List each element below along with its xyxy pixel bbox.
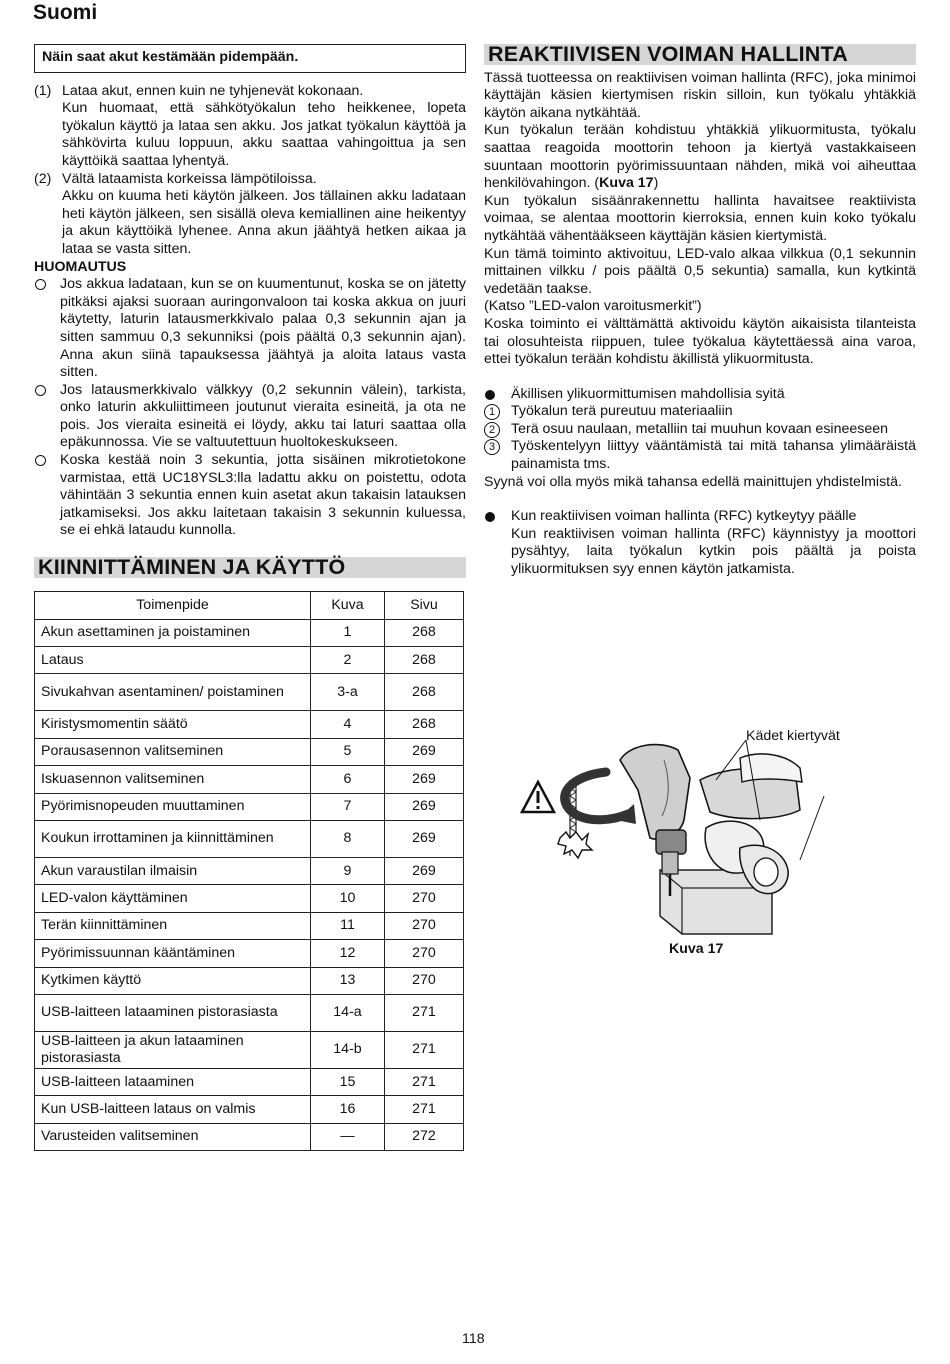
col-header-page: Sivu [385, 591, 464, 619]
operation-cell: Iskuasennon valitseminen [35, 766, 311, 793]
table-row [35, 940, 464, 967]
cause-item [484, 438, 916, 473]
operation-cell: USB-laitteen ja akun lataaminen pistorasiasta [35, 1031, 311, 1068]
right-column [484, 44, 916, 579]
figure-cell: 6 [311, 766, 385, 793]
figure-reference: Kuva 17 [599, 175, 654, 192]
circle-bullet-icon [34, 276, 60, 382]
figure-cell: 15 [311, 1068, 385, 1095]
col-header-figure: Kuva [311, 591, 385, 619]
circled-number-icon: 1 [484, 403, 511, 421]
note-item [34, 382, 466, 452]
cause-item [484, 403, 916, 421]
cause-item [484, 421, 916, 439]
tip-text: Kun huomaat, että sähkötyökalun teho heikkenee, lopeta työkalun käyttö ja lataa sen akku. Jos jatkat työkalun käyttöä ja sähkövirta kuluu loppuun, akku saattaa vahingoittua ja sen käyttöikä saattaa lyhentyä. [62, 100, 466, 169]
figure-cell: 7 [311, 793, 385, 820]
kickback-illustration [510, 720, 840, 940]
operation-cell: Akun asettaminen ja poistaminen [35, 619, 311, 646]
operation-cell: Lataus [35, 647, 311, 674]
note-item [34, 276, 466, 382]
figure-cell: 2 [311, 647, 385, 674]
rfc-paragraph [484, 122, 916, 192]
table-row [35, 674, 464, 711]
battery-life-box-title: Näin saat akut kestämään pidempään. [34, 44, 466, 73]
rfc-paragraph: (Katso ”LED-valon varoitusmerkit”) [484, 298, 702, 315]
figure-cell: — [311, 1123, 385, 1150]
figure-cell: 5 [311, 738, 385, 765]
page-cell: 270 [385, 885, 464, 912]
cause-text: Työskentelyyn liittyy vääntämistä tai mitä tahansa ylimääräistä painamista tms. [511, 438, 916, 473]
page-cell: 271 [385, 1031, 464, 1068]
table-row [35, 1031, 464, 1068]
tip-title: Vältä lataamista korkeissa lämpötiloissa. [62, 170, 317, 187]
operation-cell: Kiristysmomentin säätö [35, 711, 311, 738]
table-row [35, 885, 464, 912]
page-cell: 269 [385, 738, 464, 765]
page-cell: 269 [385, 766, 464, 793]
causes-bullet [484, 386, 916, 404]
left-column [34, 44, 466, 1151]
table-body [35, 619, 464, 1150]
note-text: Jos akkua ladataan, kun se on kuumentunut, koska se on jätetty pitkäksi ajaksi suoraan auringonvaloon tai koska akkua on juuri käytetty, laturin latausmerkkivalo palaa 0,3 sekunnin ajan ja sitten sammuu 0,3 sekunniksi (pois päältä 0,3 sekunnin ajan). Anna akun siinä tapauksessa jäähtyä ja aloita lataus vasta sitten. [60, 276, 466, 381]
col-header-operation: Toimenpide [35, 591, 311, 619]
assembly-section-title: KIINNITTÄMINEN JA KÄYTTÖ [34, 557, 466, 578]
tip-number: (2) [34, 170, 52, 187]
figure-cell: 12 [311, 940, 385, 967]
rfc-paragraph: Kun tämä toiminto aktivoituu, LED-valo alkaa vilkkua (0,1 sekunnin mittainen vilkku / pois päältä 0,5 sekuntia) samalla, kun kytkintä vedetään taakse. [484, 245, 916, 297]
page-cell: 271 [385, 1068, 464, 1095]
operation-cell: Koukun irrottaminen ja kiinnittäminen [35, 820, 311, 857]
cause-text: Terä osuu naulaan, metalliin tai muuhun kovaan esineeseen [511, 420, 889, 437]
table-row [35, 857, 464, 884]
warning-triangle-icon [522, 782, 554, 812]
battery-tip-1 [34, 83, 466, 171]
operation-cell: Pyörimissuunnan kääntäminen [35, 940, 311, 967]
note-heading: HUOMAUTUS [34, 258, 127, 275]
figure-cell: 3-a [311, 674, 385, 711]
tip-number: (1) [34, 82, 52, 99]
page-cell: 268 [385, 674, 464, 711]
operation-cell: Sivukahvan asentaminen/ poistaminen [35, 674, 311, 711]
bullet-text: Kun reaktiivisen voiman hallinta (RFC) kytkeytyy päälle [511, 508, 857, 525]
table-row [35, 1096, 464, 1123]
table-row [35, 994, 464, 1031]
table-row [35, 820, 464, 857]
operation-cell: Porausasennon valitseminen [35, 738, 311, 765]
table-row [35, 1123, 464, 1150]
rfc-paragraph: Tässä tuotteessa on reaktiivisen voiman hallinta (RFC), joka minimoi käyttäjän käsien kiertymisen riskin silloin, kun työkalu yhtäkkiä käytön aikana nytkähtää. [484, 69, 916, 121]
bullet-icon [484, 386, 511, 404]
page-cell: 269 [385, 857, 464, 884]
table-row [35, 912, 464, 939]
figure-cell: 14-b [311, 1031, 385, 1068]
figure-cell: 4 [311, 711, 385, 738]
note-text: Koska kestää noin 3 sekuntia, jotta sisäinen mikrotietokone varmistaa, että UC18YSL3:lla ladattu akku on poistettu, odota vähintään 3 sekuntia ennen kuin asetat akun takaisin latauksen jatkamiseksi. Jos akku laitetaan takaisin 3 sekunnin kuluessa, se ei ehkä lataudu kunnolla. [60, 452, 466, 539]
language-heading: Suomi [33, 1, 98, 24]
rfc-text: ) [653, 175, 659, 192]
table-header-row [35, 591, 464, 619]
operation-cell: Akun varaustilan ilmaisin [35, 857, 311, 884]
operations-table [34, 591, 464, 1151]
page-cell: 270 [385, 940, 464, 967]
rfc-paragraph: Kun työkalun sisäänrakennettu hallinta havaitsee reaktiivista voimaa, se alentaa moottorin kierroksia, ennen kuin koko työkalu nytkähtää vähentääkseen käyttäjän käsien kiertymistä. [484, 192, 916, 244]
bullet-icon [484, 508, 511, 526]
rfc-paragraph: Syynä voi olla myös mikä tahansa edellä mainittujen yhdistelmistä. [484, 473, 902, 490]
circle-bullet-icon [34, 382, 60, 452]
page-cell: 268 [385, 711, 464, 738]
table-row [35, 1068, 464, 1095]
page-cell: 272 [385, 1123, 464, 1150]
operation-cell: Terän kiinnittäminen [35, 912, 311, 939]
operation-cell: Kun USB-laitteen lataus on valmis [35, 1096, 311, 1123]
page-cell: 269 [385, 793, 464, 820]
note-text: Jos latausmerkkivalo välkkyy (0,2 sekunnin välein), tarkista, onko laturin akkuliittimeen joutunut vieraita esineitä, ja ota ne pois. Jos vieraita esineitä ei löydy, akku tai laturi saattaa olla epäkunnossa. Vie se valtuutettuun huoltokeskukseen. [60, 381, 466, 451]
circle-bullet-icon [34, 452, 60, 540]
operation-cell: LED-valon käyttäminen [35, 885, 311, 912]
operation-cell: Varusteiden valitseminen [35, 1123, 311, 1150]
page-number: 118 [462, 1331, 485, 1347]
page-cell: 271 [385, 1096, 464, 1123]
figure-cell: 16 [311, 1096, 385, 1123]
figure-cell: 13 [311, 967, 385, 994]
tip-text: Akku on kuuma heti käytön jälkeen. Jos tällainen akku ladataan heti käytön jälkeen, sen sisällä oleva kemiallinen aine heikentyy ja akun käyttöikä lyhenee. Anna akun jäähtyä hetken aikaa ja lataa se vasta sitten. [62, 188, 466, 257]
page-cell: 270 [385, 967, 464, 994]
figure-cell: 1 [311, 619, 385, 646]
figure-cell: 14-a [311, 994, 385, 1031]
figure-cell: 10 [311, 885, 385, 912]
operation-cell: Pyörimisnopeuden muuttaminen [35, 793, 311, 820]
operation-cell: USB-laitteen lataaminen [35, 1068, 311, 1095]
rfc-paragraph: Koska toiminto ei välttämättä aktivoidu käytön aikaisista tilanteista tai olosuhteista riippuen, tulee työkalua käytettäessä aina varoa, ettei työkalun terään kohdistu äkillistä ylikuormitusta. [484, 315, 916, 368]
cause-text: Työkalun terä pureutuu materiaaliin [511, 403, 733, 420]
table-row [35, 647, 464, 674]
table-row [35, 711, 464, 738]
circled-number-icon: 2 [484, 421, 511, 439]
battery-tip-2 [34, 171, 466, 259]
figure-label-hands-rotate: Kädet kiertyvät [746, 728, 840, 744]
figure-caption: Kuva 17 [669, 941, 724, 957]
rfc-active-bullet [484, 508, 916, 526]
figure-cell: 8 [311, 820, 385, 857]
operation-cell: Kytkimen käyttö [35, 967, 311, 994]
note-item [34, 452, 466, 540]
table-row [35, 793, 464, 820]
tip-title: Lataa akut, ennen kuin ne tyhjenevät kokonaan. [62, 82, 364, 99]
table-row [35, 766, 464, 793]
circled-number-icon: 3 [484, 438, 511, 473]
figure-cell: 11 [311, 912, 385, 939]
page-cell: 270 [385, 912, 464, 939]
figure-cell: 9 [311, 857, 385, 884]
page-cell: 269 [385, 820, 464, 857]
bullet-text: Äkillisen ylikuormittumisen mahdollisia syitä [511, 385, 785, 402]
page-cell: 268 [385, 647, 464, 674]
operation-cell: USB-laitteen lataaminen pistorasiasta [35, 994, 311, 1031]
table-row [35, 738, 464, 765]
rotation-arrow-icon [565, 772, 636, 824]
rfc-active-text: Kun reaktiivisen voiman hallinta (RFC) käynnistyy ja moottori pysähtyy, laita työkalun kytkin pois päältä ja poista ylikuormituksen syy ennen käytön jatkamista. [511, 525, 916, 578]
rfc-text: Kun työkalun terään kohdistuu yhtäkkiä ylikuormitusta, työkalu saattaa reagoida moottorin tehoon ja kiertyä vastakkaiseen suuntaan moottorin pyörimissuuntaan nähden, mikä voi aiheuttaa henkilövahingon. ( [484, 122, 916, 192]
page-cell: 268 [385, 619, 464, 646]
page-cell: 271 [385, 994, 464, 1031]
table-row [35, 967, 464, 994]
rfc-section-title: REAKTIIVISEN VOIMAN HALLINTA [484, 44, 916, 65]
table-row [35, 619, 464, 646]
